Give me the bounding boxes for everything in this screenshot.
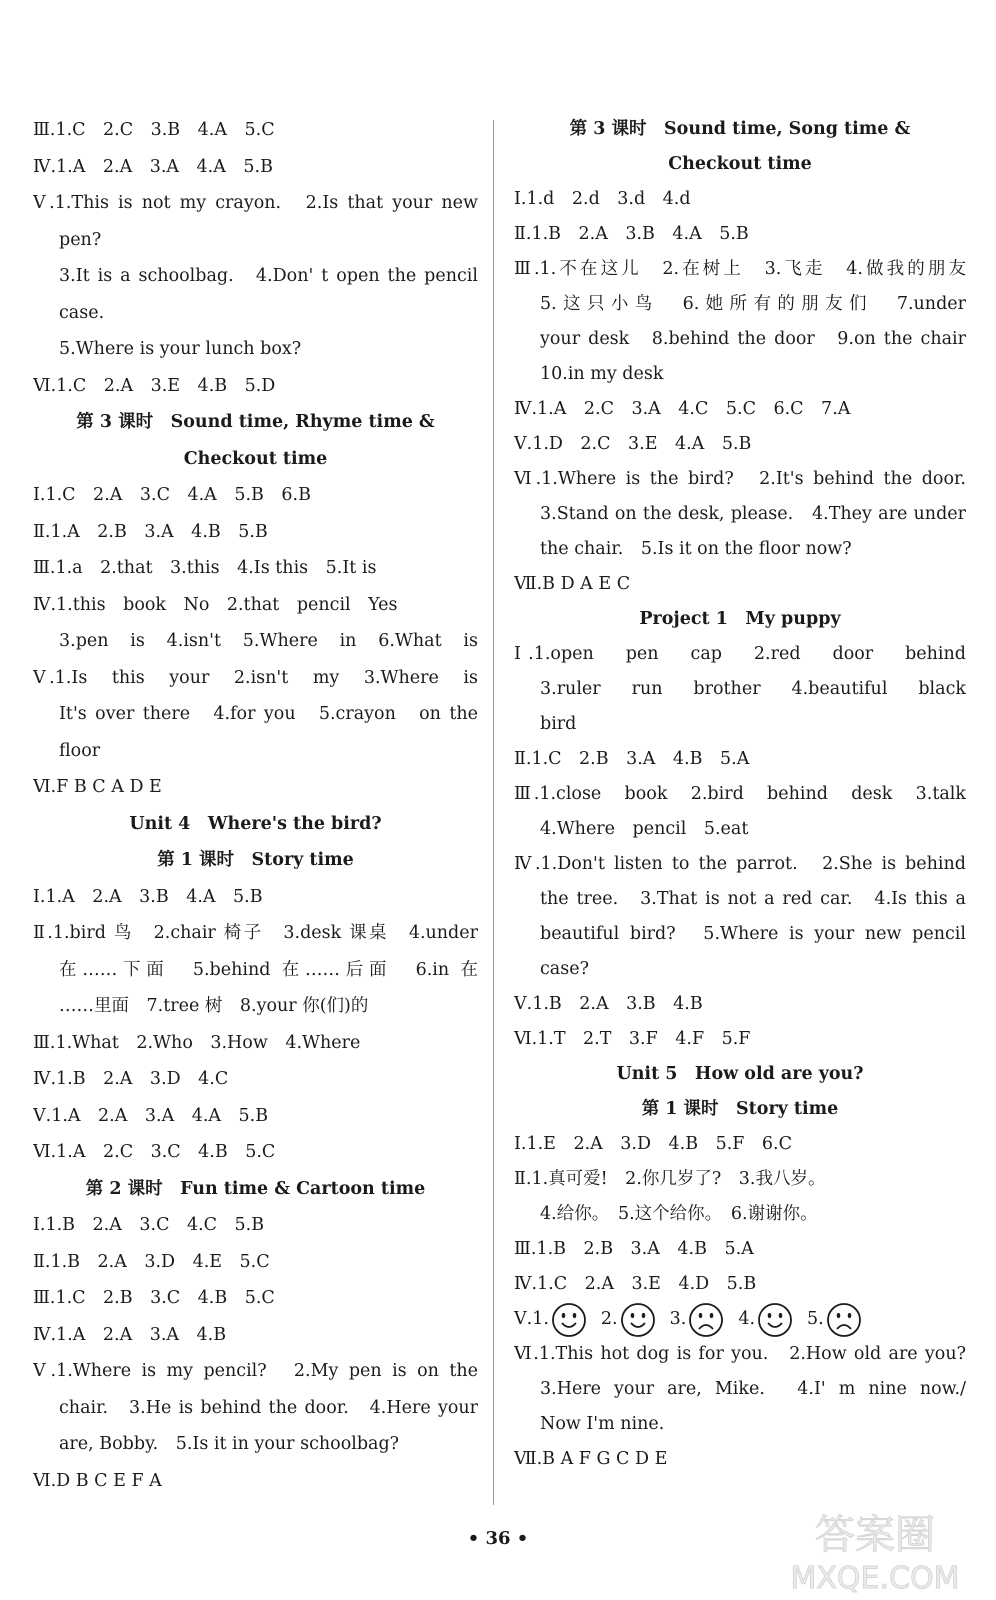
answer-line: Ⅵ.1.Where is the bird? 2.It's behind the door. bbox=[514, 469, 966, 489]
answer-line: Ⅳ.1.A 2.C 3.A 4.C 5.C 6.C 7.A bbox=[514, 399, 851, 419]
smile-icon bbox=[757, 1302, 793, 1337]
answer-line: It's over there 4.for you 5.crayon on the bbox=[59, 704, 478, 724]
face-answer bbox=[807, 1302, 862, 1337]
answer-line: Ⅳ.1.Don't listen to the parrot. 2.She is behind bbox=[514, 854, 966, 874]
answer-line: 3.pen is 4.isn't 5.Where in 6.What is bbox=[59, 631, 478, 651]
answer-line: Ⅱ.1.A 2.B 3.A 4.B 5.B bbox=[33, 521, 268, 542]
answer-line: case. bbox=[59, 302, 105, 323]
answer-line: Ⅰ.1.open pen cap 2.red door behind bbox=[514, 644, 966, 664]
answer-line: bird bbox=[540, 714, 577, 734]
frown-icon bbox=[688, 1302, 724, 1337]
answer-line: Ⅴ.1.Is this your 2.isn't my 3.Where is bbox=[33, 667, 478, 688]
answer-line: Ⅵ.1.A 2.C 3.C 4.B 5.C bbox=[33, 1142, 276, 1162]
answer-line: 在……下面 5.behind 在……后面 6.in 在 bbox=[59, 959, 478, 980]
column-divider bbox=[493, 120, 494, 1505]
answer-line: Ⅱ.1.B 2.A 3.B 4.A 5.B bbox=[514, 224, 749, 244]
face-answer bbox=[738, 1302, 793, 1337]
left-column bbox=[33, 112, 478, 1499]
answer-line: 10.in my desk bbox=[540, 364, 664, 384]
answer-line: Ⅴ.1.B 2.A 3.B 4.B bbox=[514, 994, 703, 1014]
answer-line: ……里面 7.tree 树 8.your 你(们)的 bbox=[59, 996, 369, 1016]
answer-line: Ⅴ.1.Where is my pencil? 2.My pen is on the bbox=[33, 1361, 478, 1381]
question-number: Ⅴ. bbox=[514, 1309, 533, 1329]
answer-line: Ⅲ.1.close book 2.bird behind desk 3.talk bbox=[514, 784, 966, 804]
face-answer-number: 3. bbox=[669, 1309, 687, 1329]
right-column bbox=[514, 112, 966, 1477]
answer-line: the tree. 3.That is not a red car. 4.Is this a bbox=[540, 889, 966, 909]
answer-line: Ⅱ.1.真可爱! 2.你几岁了? 3.我八岁。 bbox=[514, 1169, 826, 1189]
answer-line: Ⅵ.F B C A D E bbox=[33, 777, 162, 797]
answer-line: Ⅳ.1.A 2.A 3.A 4.A 5.B bbox=[33, 156, 273, 177]
answer-line: Ⅵ.1.C 2.A 3.E 4.B 5.D bbox=[33, 375, 276, 396]
page-number: • 36 • bbox=[467, 1528, 529, 1549]
svg-text:答案圈: 答案圈 bbox=[815, 1512, 935, 1558]
answer-line: 3.It is a schoolbag. 4.Don' t open the pencil bbox=[59, 266, 478, 286]
answer-line: Ⅳ.1.B 2.A 3.D 4.C bbox=[33, 1069, 229, 1089]
answer-line: are, Bobby. 5.Is it in your schoolbag? bbox=[59, 1434, 400, 1454]
section-heading: 第 2 课时 Fun time & Cartoon time bbox=[85, 1178, 426, 1199]
section-heading: 第 1 课时 Story time bbox=[157, 850, 354, 870]
svg-text:MXQE.COM: MXQE.COM bbox=[790, 1561, 960, 1596]
answer-line: the chair. 5.Is it on the floor now? bbox=[540, 539, 852, 559]
section-heading: 第 3 课时 Sound time, Song time & bbox=[569, 119, 911, 139]
answer-line: Ⅶ.B D A E C bbox=[514, 574, 631, 594]
answer-line: case? bbox=[540, 959, 589, 979]
face-answer-number: 5. bbox=[807, 1309, 824, 1329]
section-heading: Unit 5 How old are you? bbox=[616, 1064, 864, 1084]
face-answer-number: 4. bbox=[738, 1309, 756, 1329]
answer-line: your desk 8.behind the door 9.on the chair bbox=[540, 329, 966, 349]
answer-line: Ⅴ.1.A 2.A 3.A 4.A 5.B bbox=[33, 1105, 269, 1126]
answer-line: 3.ruler run brother 4.beautiful black bbox=[540, 679, 966, 699]
answer-line: 3.Here your are, Mike. 4.I' m nine now./ bbox=[540, 1379, 966, 1399]
answer-line: Ⅰ.1.E 2.A 3.D 4.B 5.F 6.C bbox=[514, 1134, 792, 1154]
face-answer bbox=[532, 1302, 587, 1337]
answer-line: 3.Stand on the desk, please. 4.They are under bbox=[540, 504, 966, 524]
smile-icon bbox=[620, 1302, 656, 1337]
section-heading: 第 3 课时 Sound time, Rhyme time & bbox=[76, 412, 435, 432]
answer-line: floor bbox=[59, 740, 101, 761]
face-answer bbox=[601, 1302, 656, 1337]
answer-line: Ⅳ.1.A 2.A 3.A 4.B bbox=[33, 1324, 227, 1345]
answer-line: chair. 3.He is behind the door. 4.Here your bbox=[59, 1397, 478, 1418]
face-answer bbox=[670, 1302, 725, 1337]
answer-line: Ⅲ.1.What 2.Who 3.How 4.Where bbox=[33, 1032, 361, 1053]
answer-line: Ⅰ.1.B 2.A 3.C 4.C 5.B bbox=[33, 1215, 265, 1235]
answer-line: pen? bbox=[59, 229, 102, 250]
answer-line: Ⅱ.1.bird 鸟 2.chair 椅子 3.desk 课桌 4.under bbox=[33, 923, 478, 943]
answer-line: 5.这只小鸟 6.她所有的朋友们 7.under bbox=[540, 294, 966, 314]
answer-line: Ⅱ.1.C 2.B 3.A 4.B 5.A bbox=[514, 749, 750, 769]
answer-line: Ⅳ.1.C 2.A 3.E 4.D 5.B bbox=[514, 1274, 757, 1294]
answer-line: Ⅴ.1.D 2.C 3.E 4.A 5.B bbox=[514, 434, 752, 454]
answer-line: Ⅲ.1.C 2.C 3.B 4.A 5.C bbox=[33, 120, 275, 140]
face-answer-number: 1. bbox=[532, 1309, 549, 1329]
emoticon-answer-line bbox=[514, 1302, 966, 1337]
frown-icon bbox=[826, 1302, 862, 1337]
answer-line: Ⅰ.1.d 2.d 3.d 4.d bbox=[514, 189, 691, 209]
answer-line: Ⅵ.1.This hot dog is for you. 2.How old are you? bbox=[514, 1344, 966, 1364]
smile-icon bbox=[551, 1302, 587, 1337]
section-heading: Unit 4 Where's the bird? bbox=[129, 813, 382, 834]
answer-line: Ⅳ.1.this book No 2.that pencil Yes bbox=[33, 594, 398, 615]
answer-line: beautiful bird? 5.Where is your new pencil bbox=[540, 924, 966, 944]
answer-line: Ⅵ.1.T 2.T 3.F 4.F 5.F bbox=[514, 1029, 751, 1049]
answer-line: Ⅲ.1.a 2.that 3.this 4.Is this 5.It is bbox=[33, 558, 377, 578]
answer-line: 4.给你。 5.这个给你。 6.谢谢你。 bbox=[540, 1204, 818, 1224]
section-heading: Checkout time bbox=[183, 448, 328, 469]
answer-line: Ⅰ.1.C 2.A 3.C 4.A 5.B 6.B bbox=[33, 485, 311, 505]
answer-line: Ⅶ.B A F G C D E bbox=[514, 1449, 668, 1469]
answer-line: 5.Where is your lunch box? bbox=[59, 339, 302, 359]
answer-line: Ⅵ.D B C E F A bbox=[33, 1470, 162, 1491]
face-answer-number: 2. bbox=[600, 1309, 618, 1329]
answer-line: Ⅲ.1.不在这儿 2.在树上 3.飞走 4.做我的朋友 bbox=[514, 259, 966, 279]
section-heading: Project 1 My puppy bbox=[639, 609, 841, 629]
answer-line: 4.Where pencil 5.eat bbox=[540, 819, 749, 839]
answer-line: Ⅰ.1.A 2.A 3.B 4.A 5.B bbox=[33, 886, 263, 907]
answer-line: Ⅲ.1.C 2.B 3.C 4.B 5.C bbox=[33, 1288, 275, 1308]
answer-line: Now I'm nine. bbox=[540, 1414, 665, 1434]
watermark-logo bbox=[773, 1506, 978, 1596]
answer-line: Ⅲ.1.B 2.B 3.A 4.B 5.A bbox=[514, 1239, 754, 1259]
section-heading: Checkout time bbox=[668, 154, 812, 174]
section-heading: 第 1 课时 Story time bbox=[641, 1099, 839, 1119]
answer-line: Ⅱ.1.B 2.A 3.D 4.E 5.C bbox=[33, 1251, 270, 1272]
answer-line: Ⅴ.1.This is not my crayon. 2.Is that your new bbox=[33, 193, 478, 213]
